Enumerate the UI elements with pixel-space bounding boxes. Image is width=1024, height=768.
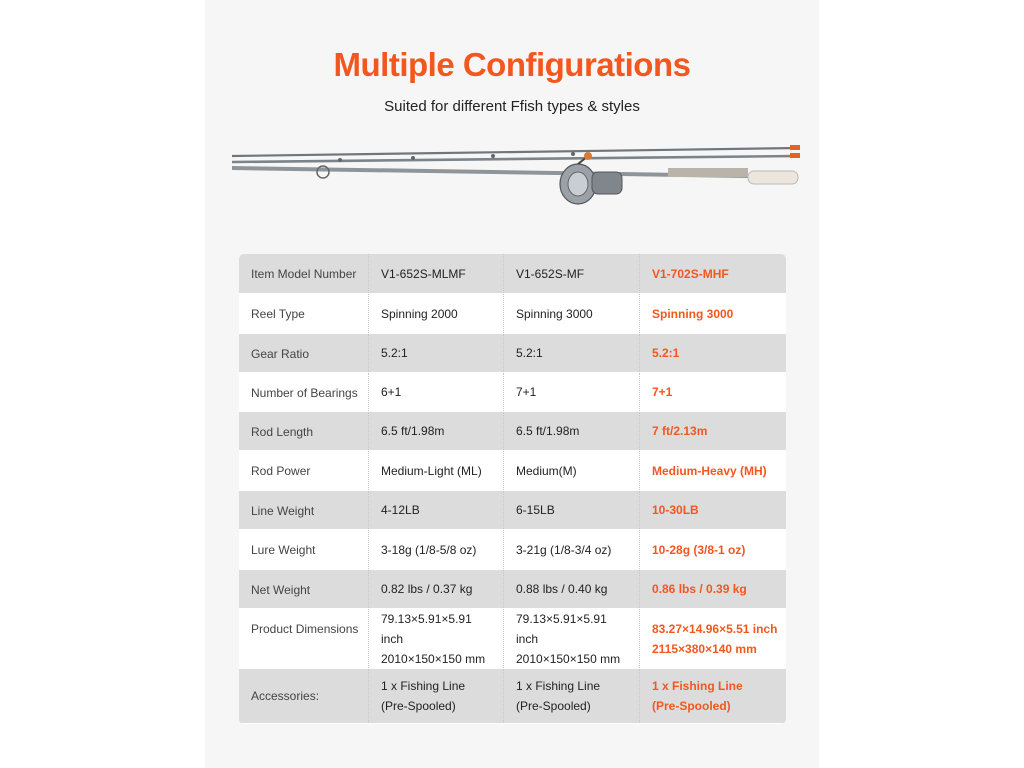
rod-ferrule <box>790 153 800 158</box>
spec-label: Rod Length <box>239 412 369 450</box>
spec-value-line: Spinning 3000 <box>516 306 593 321</box>
spinning-reel <box>560 152 622 204</box>
spec-value-line: Medium-Light (ML) <box>381 463 482 478</box>
spec-value-3 <box>640 294 786 333</box>
spec-value-line: 0.86 lbs / 0.39 kg <box>652 582 747 596</box>
spec-value-1 <box>369 491 504 529</box>
spec-value-line: 2010×150×150 mm <box>516 651 621 666</box>
table-row <box>239 491 786 530</box>
spec-value-line: 0.88 lbs / 0.40 kg <box>516 582 608 596</box>
spec-value-2 <box>504 412 640 450</box>
spec-label: Accessories: <box>239 669 369 723</box>
spec-value-line: 1 x Fishing Line <box>516 679 601 693</box>
spec-value-line: 10-28g (3/8-1 oz) <box>652 542 746 557</box>
spec-label: Gear Ratio <box>239 334 369 372</box>
spec-value-line: 2010×150×150 mm <box>381 651 486 666</box>
spec-value-2 <box>504 491 640 529</box>
spec-value-line: 6.5 ft/1.98m <box>516 424 580 438</box>
page-subtitle: Suited for different Ffish types & styles <box>384 98 640 115</box>
rod-guide <box>491 154 495 158</box>
spec-value-2 <box>504 254 640 293</box>
spec-value-line: 7 ft/2.13m <box>652 424 708 438</box>
spec-value-line: 6+1 <box>381 385 402 399</box>
spec-value-line: Spinning 3000 <box>652 306 734 321</box>
table-row <box>239 570 786 609</box>
rod-guide <box>411 156 415 160</box>
spec-value-2 <box>504 451 640 490</box>
spec-value-line: 1 x Fishing Line <box>652 679 743 693</box>
spec-label: Product Dimensions <box>239 609 369 668</box>
spec-label: Reel Type <box>239 294 369 333</box>
spec-value-1 <box>369 451 504 490</box>
spec-value-line: Medium(M) <box>516 463 577 478</box>
spec-value-line: 3-21g (1/8-3/4 oz) <box>516 542 612 557</box>
spec-value-1 <box>369 609 504 668</box>
spec-value-line: 6-15LB <box>516 503 555 517</box>
spec-value-line: 4-12LB <box>381 503 420 517</box>
spec-value-1 <box>369 294 504 333</box>
page-title: Multiple Configurations <box>333 46 691 83</box>
table-row <box>239 451 786 491</box>
spec-value-2 <box>504 570 640 608</box>
table-row <box>239 609 786 669</box>
spec-value-1 <box>369 373 504 411</box>
spec-value-line: 79.13×5.91×5.91 inch <box>381 611 472 646</box>
rod-section-middle <box>232 156 798 162</box>
spec-value-line: V1-652S-MF <box>516 266 585 281</box>
spec-value-2 <box>504 373 640 411</box>
spec-value-line: V1-702S-MHF <box>652 266 729 281</box>
rod-ferrule <box>790 145 800 150</box>
spec-value-1 <box>369 254 504 293</box>
table-row <box>239 254 786 294</box>
table-row <box>239 373 786 412</box>
specs-table <box>239 254 786 724</box>
spec-value-line: 10-30LB <box>652 503 699 517</box>
spec-value-2 <box>504 334 640 372</box>
table-row <box>239 334 786 373</box>
spec-value-line: (Pre-Spooled) <box>516 699 591 713</box>
rod-section-upper <box>232 148 798 156</box>
spec-value-3 <box>640 530 786 569</box>
spec-value-line: 5.2:1 <box>652 346 680 360</box>
spec-label: Net Weight <box>239 570 369 608</box>
spec-label: Lure Weight <box>239 530 369 569</box>
spec-value-line: 3-18g (1/8-5/8 oz) <box>381 542 477 557</box>
spec-value-1 <box>369 570 504 608</box>
spec-value-line: 7+1 <box>652 385 673 399</box>
spec-value-3 <box>640 491 786 529</box>
spec-value-3 <box>640 254 786 293</box>
table-row <box>239 669 786 724</box>
spec-value-line: (Pre-Spooled) <box>652 699 731 713</box>
spec-value-line: 6.5 ft/1.98m <box>381 424 445 438</box>
spec-value-line: Spinning 2000 <box>381 306 458 321</box>
spec-value-3 <box>640 334 786 372</box>
spec-value-1 <box>369 334 504 372</box>
spec-value-2 <box>504 669 640 723</box>
spec-value-line: 7+1 <box>516 385 537 399</box>
rod-guide <box>571 152 575 156</box>
spec-value-line: 0.82 lbs / 0.37 kg <box>381 582 473 596</box>
spec-value-3 <box>640 609 786 668</box>
rod-handle <box>748 171 798 184</box>
spec-value-3 <box>640 373 786 411</box>
spec-value-line: 79.13×5.91×5.91 inch <box>516 611 607 646</box>
spec-value-3 <box>640 570 786 608</box>
table-row <box>239 530 786 570</box>
spec-label: Line Weight <box>239 491 369 529</box>
spec-value-line: 5.2:1 <box>381 346 408 360</box>
rod-reel-seat <box>668 168 748 177</box>
spec-value-line: Medium-Heavy (MH) <box>652 463 767 478</box>
spec-value-line: 2115×380×140 mm <box>652 641 757 656</box>
spec-label: Item Model Number <box>239 254 369 293</box>
spec-value-2 <box>504 530 640 569</box>
rod-guide <box>338 158 342 162</box>
spec-value-2 <box>504 609 640 668</box>
spec-value-line: 5.2:1 <box>516 346 543 360</box>
spec-label: Number of Bearings <box>239 373 369 411</box>
spec-value-3 <box>640 451 786 490</box>
spec-value-line: (Pre-Spooled) <box>381 699 456 713</box>
spec-value-line: 83.27×14.96×5.51 inch <box>652 621 778 636</box>
fishing-rod-reel-illustration <box>228 140 808 220</box>
table-row <box>239 294 786 334</box>
spec-value-1 <box>369 412 504 450</box>
spec-value-1 <box>369 669 504 723</box>
spec-value-2 <box>504 294 640 333</box>
spec-value-line: 1 x Fishing Line <box>381 679 466 693</box>
spec-value-3 <box>640 412 786 450</box>
spec-value-line: V1-652S-MLMF <box>381 266 466 281</box>
spec-label: Rod Power <box>239 451 369 490</box>
spec-value-1 <box>369 530 504 569</box>
table-row <box>239 412 786 451</box>
spec-value-3 <box>640 669 786 723</box>
